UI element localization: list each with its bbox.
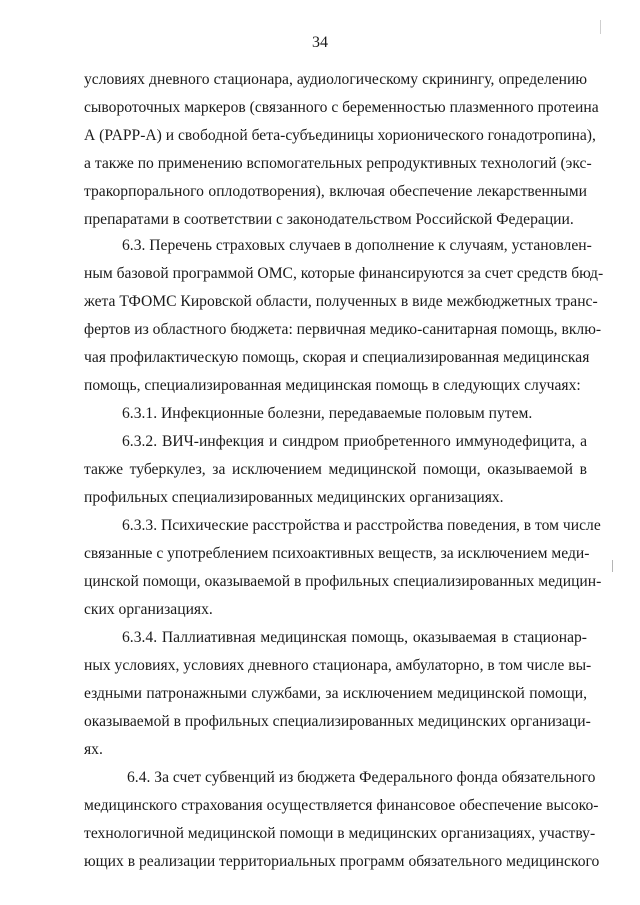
- text-line: также туберкулез, за исключением медицинской помощи, оказываемой в: [84, 461, 587, 478]
- text-line: 6.3. Перечень страховых случаев в дополнение к случаям, установлен-: [122, 237, 592, 254]
- text-line: сывороточных маркеров (связанного с беременностью плазменного протеина: [84, 99, 599, 116]
- text-line: А (PAPP-A) и свободной бета-субъединицы хорионического гонадотропина),: [84, 127, 596, 144]
- text-line: 6.4. За счет субвенций из бюджета Федерального фонда обязательного: [127, 769, 596, 786]
- text-line: помощь, специализированная медицинская помощь в следующих случаях:: [84, 377, 581, 394]
- text-line: технологичной медицинской помощи в медицинских организациях, участву-: [84, 825, 596, 842]
- text-line: ных условиях, условиях дневного стационара, амбулаторно, в том числе вы-: [84, 657, 592, 674]
- text-line: оказываемой в профильных специализированных медицинских организаци-: [84, 713, 591, 730]
- page-number: 34: [312, 34, 328, 51]
- text-line: медицинского страхования осуществляется финансовое обеспечение высоко-: [84, 797, 599, 814]
- text-line: профильных специализированных медицинских организациях.: [84, 489, 504, 506]
- text-line: цинской помощи, оказываемой в профильных специализированных медицин-: [84, 573, 602, 590]
- text-line: 6.3.2. ВИЧ-инфекция и синдром приобретенного иммунодефицита, а: [122, 433, 587, 450]
- text-line: ющих в реализации территориальных программ обязательного медицинского: [84, 853, 600, 870]
- text-line: ях.: [84, 741, 103, 758]
- text-line: 6.3.1. Инфекционные болезни, передаваемые половым путем.: [122, 405, 533, 422]
- text-line: 6.3.4. Паллиативная медицинская помощь, оказываемая в стационар-: [122, 629, 587, 646]
- text-line: а также по применению вспомогательных репродуктивных технологий (экс-: [84, 155, 592, 172]
- text-line: связанные с употреблением психоактивных веществ, за исключением меди-: [84, 545, 590, 562]
- text-line: ездными патронажными службами, за исключением медицинской помощи,: [84, 685, 587, 702]
- text-line: условиях дневного стационара, аудиологическому скринингу, определению: [84, 71, 587, 88]
- text-line: 6.3.3. Психические расстройства и расстройства поведения, в том числе: [122, 517, 601, 534]
- text-line: тракорпорального оплодотворения), включая обеспечение лекарственными: [84, 183, 587, 200]
- text-line: ным базовой программой ОМС, которые финансируются за счет средств бюд-: [84, 265, 604, 282]
- text-line: жета ТФОМС Кировской области, полученных в виде межбюджетных транс-: [84, 293, 598, 310]
- scan-artifact: [612, 560, 613, 572]
- text-line: препаратами в соответствии с законодательством Российской Федерации.: [84, 211, 574, 228]
- text-line: ских организациях.: [84, 601, 213, 618]
- text-line: фертов из областного бюджета: первичная медико-санитарная помощь, вклю-: [84, 321, 602, 338]
- scan-artifact: [600, 20, 601, 34]
- text-line: чая профилактическую помощь, скорая и специализированная медицинская: [84, 349, 590, 366]
